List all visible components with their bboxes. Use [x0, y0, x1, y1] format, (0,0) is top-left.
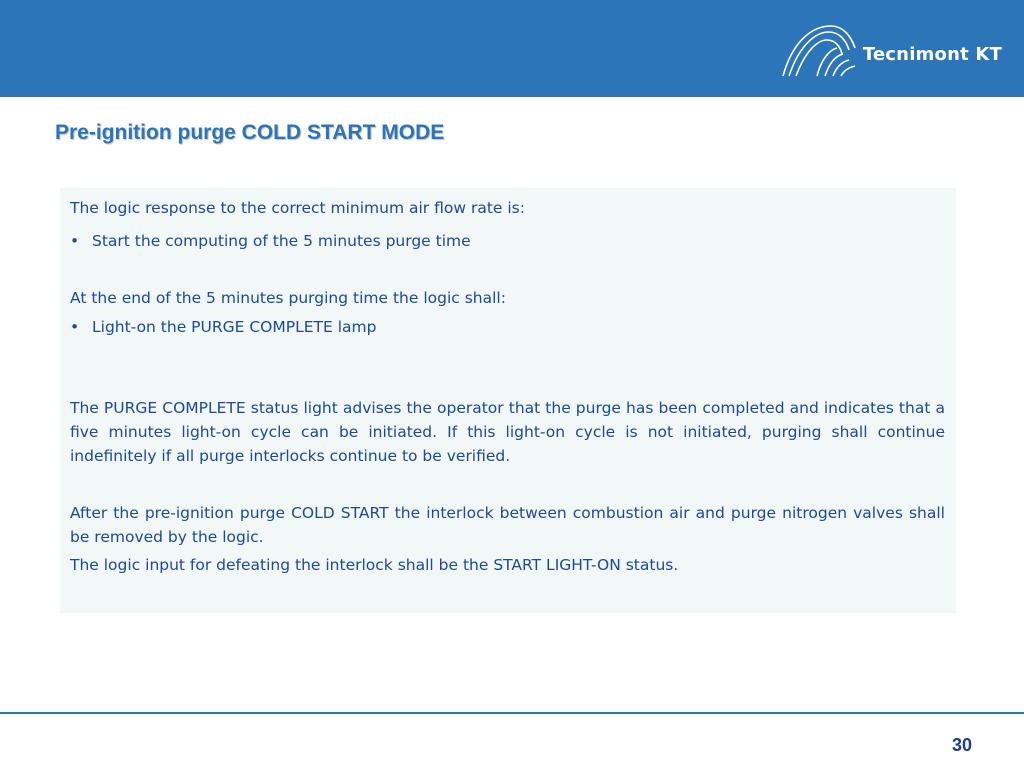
brand-logo [779, 18, 1002, 80]
bullet-icon: • [70, 232, 80, 250]
list-item [70, 229, 945, 253]
footer-divider [0, 712, 1024, 714]
list-item-text: Light-on the PURGE COMPLETE lamp [92, 318, 377, 336]
page-number: 30 [951, 735, 972, 755]
content-box [60, 188, 956, 613]
paragraph-interlock-removal: After the pre-ignition purge COLD START the interlock between combustion air and purge nitrogen valves shall be removed by the logic. [70, 504, 945, 546]
list-item-text: Start the computing of the 5 minutes purge time [92, 232, 471, 250]
header-bar [0, 0, 1024, 97]
list-item [70, 315, 945, 339]
brand-name: Tecnimont KT [862, 43, 1002, 65]
arches-logo-icon [779, 18, 859, 80]
page-title: Pre-ignition purge COLD START MODE [55, 121, 445, 144]
paragraph-end-of-purge: At the end of the 5 minutes purging time the logic shall: [70, 289, 506, 307]
paragraph-air-flow: The logic response to the correct minimum air flow rate is: [70, 199, 525, 217]
bullet-icon: • [70, 318, 80, 336]
paragraph-interlock-input: The logic input for defeating the interlock shall be the START LIGHT-ON status. [70, 556, 679, 574]
paragraph-purge-complete: The PURGE COMPLETE status light advises the operator that the purge has been completed and indicates that a five minutes light-on cycle can be initiated. If this light-on cycle is not initiated, purging shall continue indefinitely if all purge interlocks continue to be verified. [70, 399, 945, 465]
